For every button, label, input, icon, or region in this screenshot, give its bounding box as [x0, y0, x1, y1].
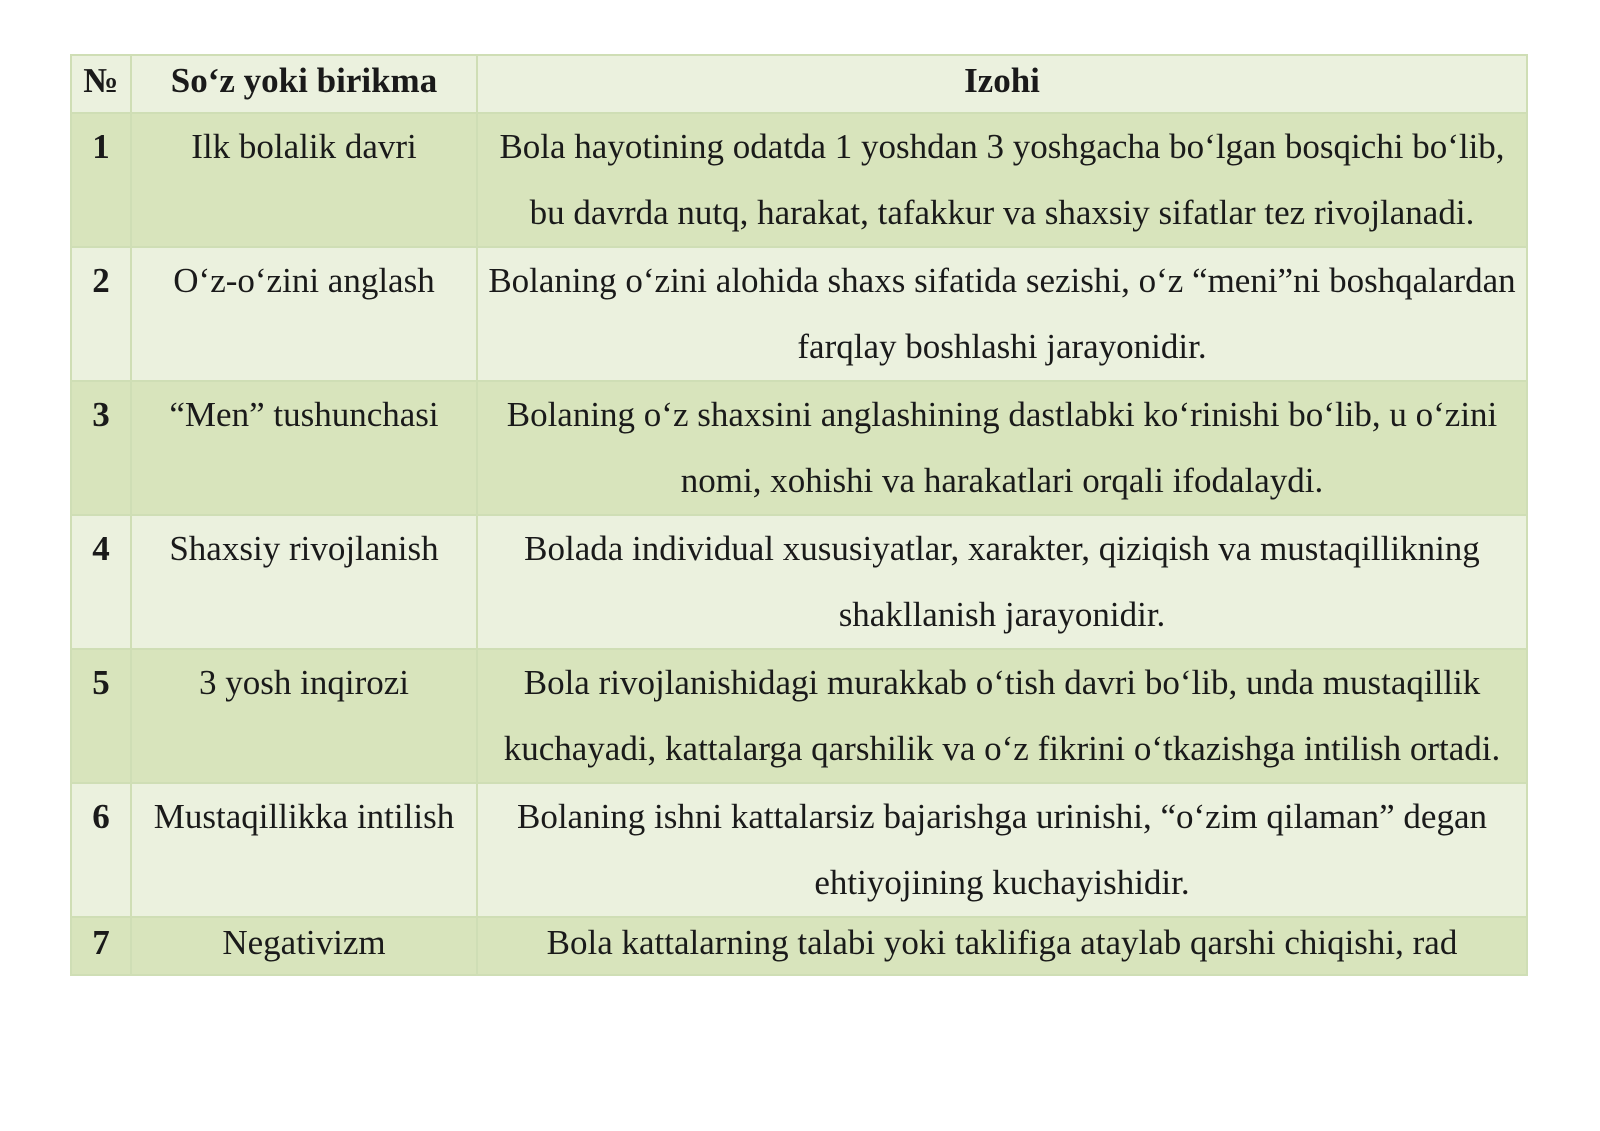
table-row	[71, 381, 1527, 515]
row-definition: Bolaning ishni kattalarsiz bajarishga urinishi, “o‘zim qilaman” degan ehtiyojining kuchayishidir.	[477, 783, 1527, 917]
row-definition: Bola hayotining odatda 1 yoshdan 3 yoshgacha bo‘lgan bosqichi bo‘lib, bu davrda nutq, harakat, tafakkur va shaxsiy sifatlar tez rivojlanadi.	[477, 113, 1527, 247]
row-term: “Men” tushunchasi	[131, 381, 477, 515]
row-term: 3 yosh inqirozi	[131, 649, 477, 783]
table-row	[71, 515, 1527, 649]
row-number: 7	[71, 917, 131, 975]
row-number: 5	[71, 649, 131, 783]
row-number: 3	[71, 381, 131, 515]
glossary-table	[70, 54, 1528, 976]
row-term: O‘z-o‘zini anglash	[131, 247, 477, 381]
row-term: Ilk bolalik davri	[131, 113, 477, 247]
row-term: Shaxsiy rivojlanish	[131, 515, 477, 649]
row-definition: Bolaning o‘zini alohida shaxs sifatida sezishi, o‘z “meni”ni boshqalardan farqlay boshlashi jarayonidir.	[477, 247, 1527, 381]
row-definition: Boladа individual xususiyatlar, xarakter, qiziqish va mustaqillikning shakllanish jarayonidir.	[477, 515, 1527, 649]
row-definition: Bola kattalarning talabi yoki taklifiga ataylab qarshi chiqishi, rad	[477, 917, 1527, 975]
header-term: So‘z yoki birikma	[131, 55, 477, 113]
header-definition: Izohi	[477, 55, 1527, 113]
table-row	[71, 247, 1527, 381]
row-term: Negativizm	[131, 917, 477, 975]
header-number: №	[71, 55, 131, 113]
table-header-row	[71, 55, 1527, 113]
table-row	[71, 783, 1527, 917]
row-number: 6	[71, 783, 131, 917]
table-row	[71, 649, 1527, 783]
table-row	[71, 113, 1527, 247]
row-number: 1	[71, 113, 131, 247]
table-row	[71, 917, 1527, 975]
row-number: 2	[71, 247, 131, 381]
row-number: 4	[71, 515, 131, 649]
row-definition: Bolaning o‘z shaxsini anglashining dastlabki ko‘rinishi bo‘lib, u o‘zini nomi, xohishi va harakatlari orqali ifodalaydi.	[477, 381, 1527, 515]
row-definition: Bola rivojlanishidagi murakkab o‘tish davri bo‘lib, unda mustaqillik kuchayadi, kattalarga qarshilik va o‘z fikrini o‘tkazishga intilish ortadi.	[477, 649, 1527, 783]
row-term: Mustaqillikka intilish	[131, 783, 477, 917]
